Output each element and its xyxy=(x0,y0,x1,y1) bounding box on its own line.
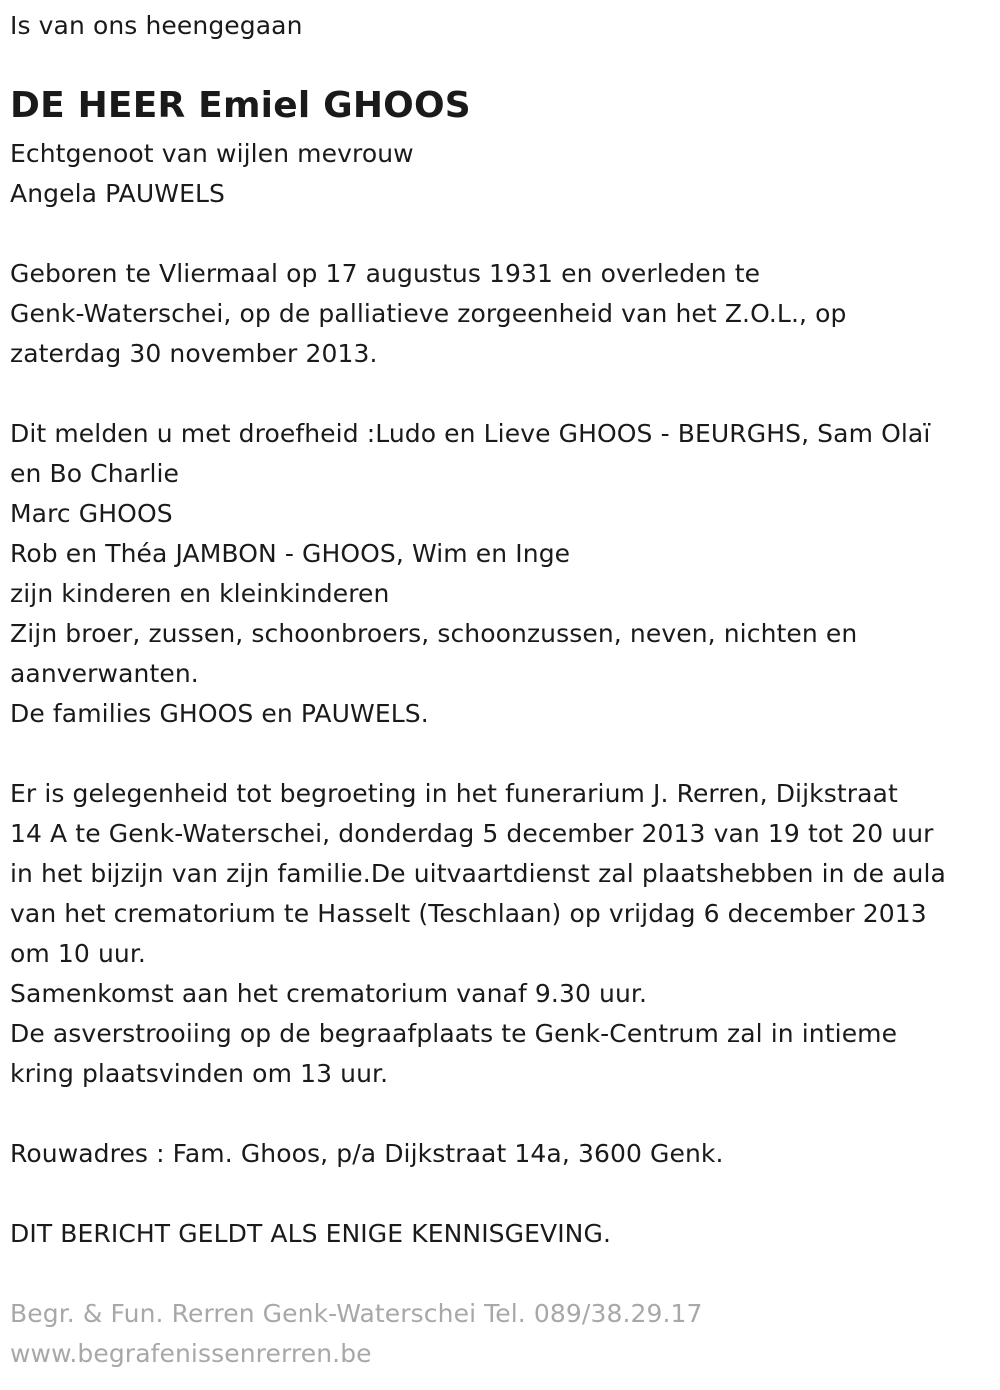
family-line: zijn kinderen en kleinkinderen xyxy=(10,579,390,608)
ceremony-line: De asverstrooiing op de begraafplaats te Genk-Centrum zal in intieme xyxy=(10,1019,898,1048)
ceremony-line: om 10 uur. xyxy=(10,939,146,968)
family-line: Marc GHOOS xyxy=(10,499,173,528)
family-line: en Bo Charlie xyxy=(10,459,180,488)
ceremony-line: in het bijzijn van zijn familie.De uitvaartdienst zal plaatshebben in de aula xyxy=(10,859,946,888)
birth-line: zaterdag 30 november 2013. xyxy=(10,339,378,368)
family-line: Dit melden u met droefheid :Ludo en Lieve GHOOS - BEURGHS, Sam Olaï xyxy=(10,419,931,448)
family-section xyxy=(10,414,930,734)
notice-statement: DIT BERICHT GELDT ALS ENIGE KENNISGEVING. xyxy=(10,1219,611,1248)
spouse-section xyxy=(10,134,414,214)
family-line: Zijn broer, zussen, schoonbroers, schoonzussen, neven, nichten en xyxy=(10,619,858,648)
funeral-home-contact: Begr. & Fun. Rerren Genk-Waterschei Tel. 089/38.29.17 xyxy=(10,1299,703,1328)
family-line: Rob en Théa JAMBON - GHOOS, Wim en Inge xyxy=(10,539,571,568)
ceremony-line: 14 A te Genk-Waterschei, donderdag 5 december 2013 van 19 tot 20 uur xyxy=(10,819,934,848)
ceremony-line: van het crematorium te Hasselt (Teschlaan) op vrijdag 6 december 2013 xyxy=(10,899,927,928)
funeral-home-footer xyxy=(10,1294,703,1374)
deceased-name: DE HEER Emiel GHOOS xyxy=(10,85,471,126)
family-line: aanverwanten. xyxy=(10,659,199,688)
funeral-home-website[interactable]: www.begrafenissenrerren.be xyxy=(10,1339,372,1368)
birth-death-section xyxy=(10,254,846,374)
mourning-address: Rouwadres : Fam. Ghoos, p/a Dijkstraat 14a, 3600 Genk. xyxy=(10,1139,724,1168)
ceremony-line: Er is gelegenheid tot begroeting in het funerarium J. Rerren, Dijkstraat xyxy=(10,779,898,808)
notice-section xyxy=(10,1214,611,1254)
family-line: De families GHOOS en PAUWELS. xyxy=(10,699,429,728)
spouse-line: Angela PAUWELS xyxy=(10,179,225,208)
spouse-line: Echtgenoot van wijlen mevrouw xyxy=(10,139,414,168)
ceremony-line: Samenkomst aan het crematorium vanaf 9.30 uur. xyxy=(10,979,648,1008)
birth-line: Genk-Waterschei, op de palliatieve zorgeenheid van het Z.O.L., op xyxy=(10,299,847,328)
mourning-address-section xyxy=(10,1134,724,1174)
birth-line: Geboren te Vliermaal op 17 augustus 1931 en overleden te xyxy=(10,259,761,288)
ceremony-line: kring plaatsvinden om 13 uur. xyxy=(10,1059,389,1088)
intro-text: Is van ons heengegaan xyxy=(10,11,303,40)
ceremony-section xyxy=(10,774,946,1094)
